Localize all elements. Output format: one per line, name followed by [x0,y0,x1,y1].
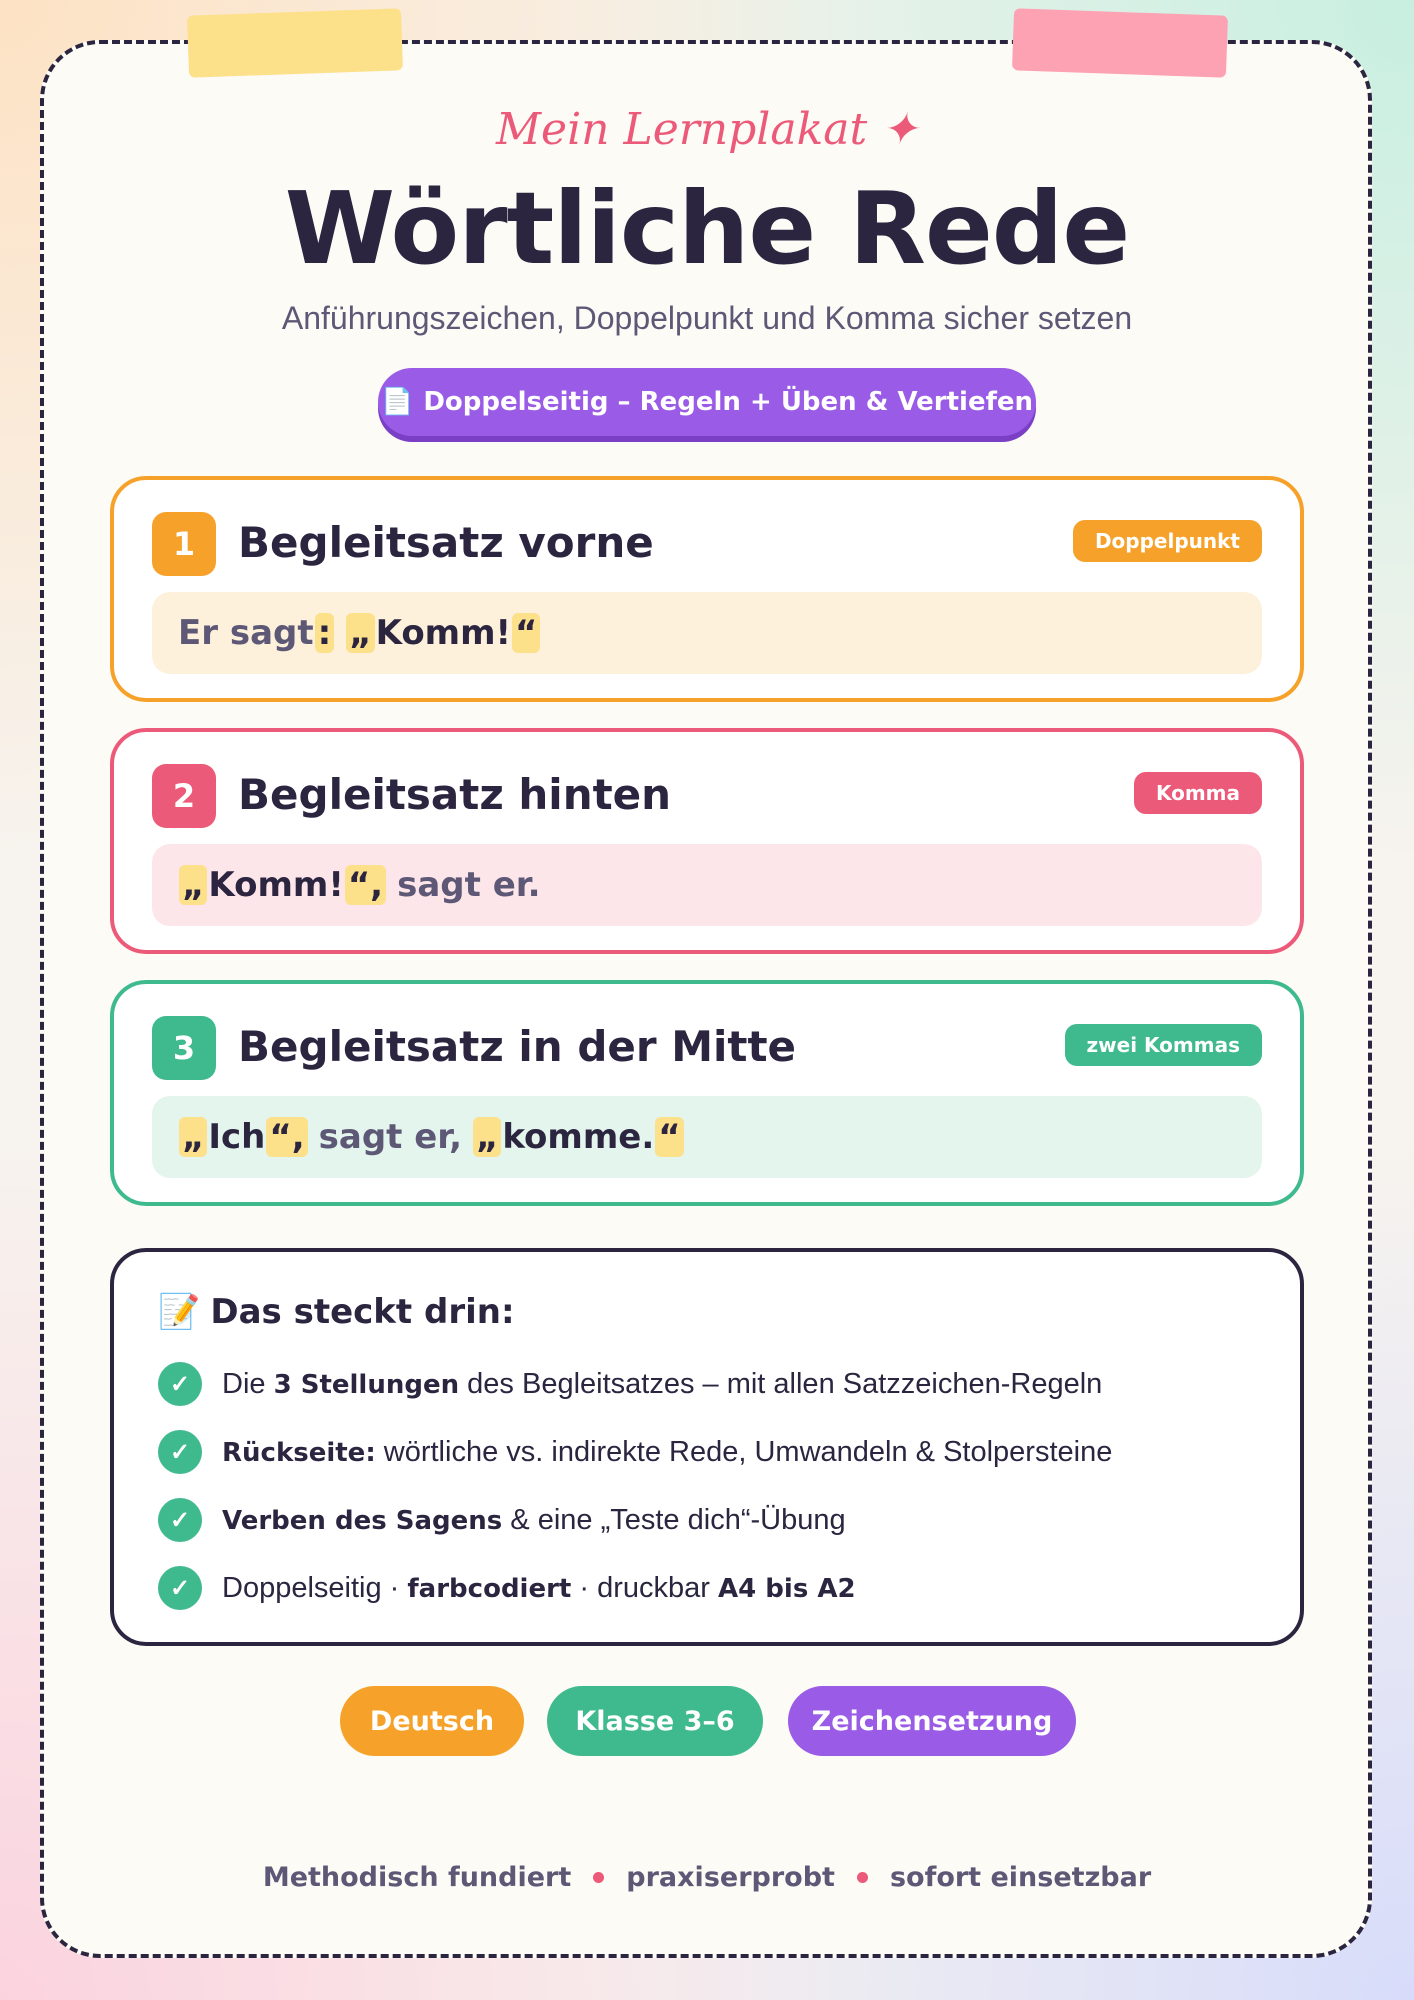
rule-tag: zwei Kommas [1065,1024,1262,1066]
page-subtitle: Anführungszeichen, Doppelpunkt und Komma sicher setzen [281,300,1133,336]
list-item-text: Die 3 Stellungen des Begleitsatzes – mit allen Satzzeichen-Regeln [222,1367,1103,1400]
rule-example [152,592,1262,674]
example-companion-text: Er sagt [178,613,314,653]
footer-claim: sofort einsetzbar [889,1862,1152,1893]
check-icon: ✓ [158,1430,202,1474]
bullet-dot-icon [593,1872,604,1883]
format-badge-label: Doppelseitig – Regeln + Üben & Vertiefen [423,387,1034,417]
rule-tag: Komma [1134,772,1262,814]
rule-number: 1 [152,512,216,576]
rule-tag: Doppelpunkt [1073,520,1262,562]
contents-title: Das steckt drin: [210,1292,515,1332]
rule-number: 2 [152,764,216,828]
punctuation-mark: „ [346,613,374,653]
check-icon: ✓ [158,1362,202,1406]
tape-decoration-yellow [187,8,403,77]
footer-claim: Methodisch fundiert [262,1862,572,1893]
list-item [158,1564,856,1612]
example-speech-text: Komm! [208,865,344,905]
list-item-text: Rückseite: wörtliche vs. indirekte Rede, Umwandeln & Stolpersteine [222,1435,1113,1468]
page-title: Wörtliche Rede [284,170,1130,287]
punctuation-mark: „ [473,1117,501,1157]
punctuation-mark: “ [655,1117,683,1157]
punctuation-mark: “ [512,613,540,653]
rule-card-front [110,476,1304,702]
rule-example [152,844,1262,926]
example-speech-text: komme. [502,1117,655,1157]
footer-claim: praxiserprobt [626,1862,835,1893]
rule-title: Begleitsatz vorne [238,518,654,567]
contents-title-row [158,1292,515,1332]
document-icon: 📄 [380,387,414,417]
list-item-text: Verben des Sagens & eine „Teste dich“-Übung [222,1503,846,1536]
list-item-text: Doppelseitig · farbcodiert · druckbar A4 bis A2 [222,1571,856,1604]
check-icon: ✓ [158,1566,202,1610]
contents-box [110,1248,1304,1646]
memo-icon: 📝 [158,1292,201,1332]
rule-example [152,1096,1262,1178]
bullet-dot-icon [857,1872,868,1883]
list-item [158,1496,846,1544]
example-companion-text: sagt er. [397,865,541,905]
kicker-text: Mein Lernplakat ✦ [495,104,919,155]
tape-decoration-pink [1012,8,1228,77]
list-item [158,1360,1102,1408]
rule-title: Begleitsatz in der Mitte [238,1022,797,1071]
example-speech-text: Komm! [375,613,512,653]
list-item [158,1428,1112,1476]
rule-number: 3 [152,1016,216,1080]
subject-tag-grade: Klasse 3–6 [547,1686,763,1756]
check-icon: ✓ [158,1498,202,1542]
punctuation-mark: : [315,613,335,653]
rule-card-middle [110,980,1304,1206]
punctuation-mark: „ [179,1117,207,1157]
punctuation-mark: „ [179,865,207,905]
footer-claims [0,1862,1414,1893]
punctuation-mark: “, [345,865,386,905]
punctuation-mark: “, [266,1117,307,1157]
format-badge [378,368,1036,436]
rule-card-back [110,728,1304,954]
example-companion-text: sagt er, [318,1117,462,1157]
subject-tag-deutsch: Deutsch [340,1686,524,1756]
example-speech-text: Ich [208,1117,266,1157]
rule-title: Begleitsatz hinten [238,770,672,819]
subject-tag-topic: Zeichensetzung [788,1686,1076,1756]
